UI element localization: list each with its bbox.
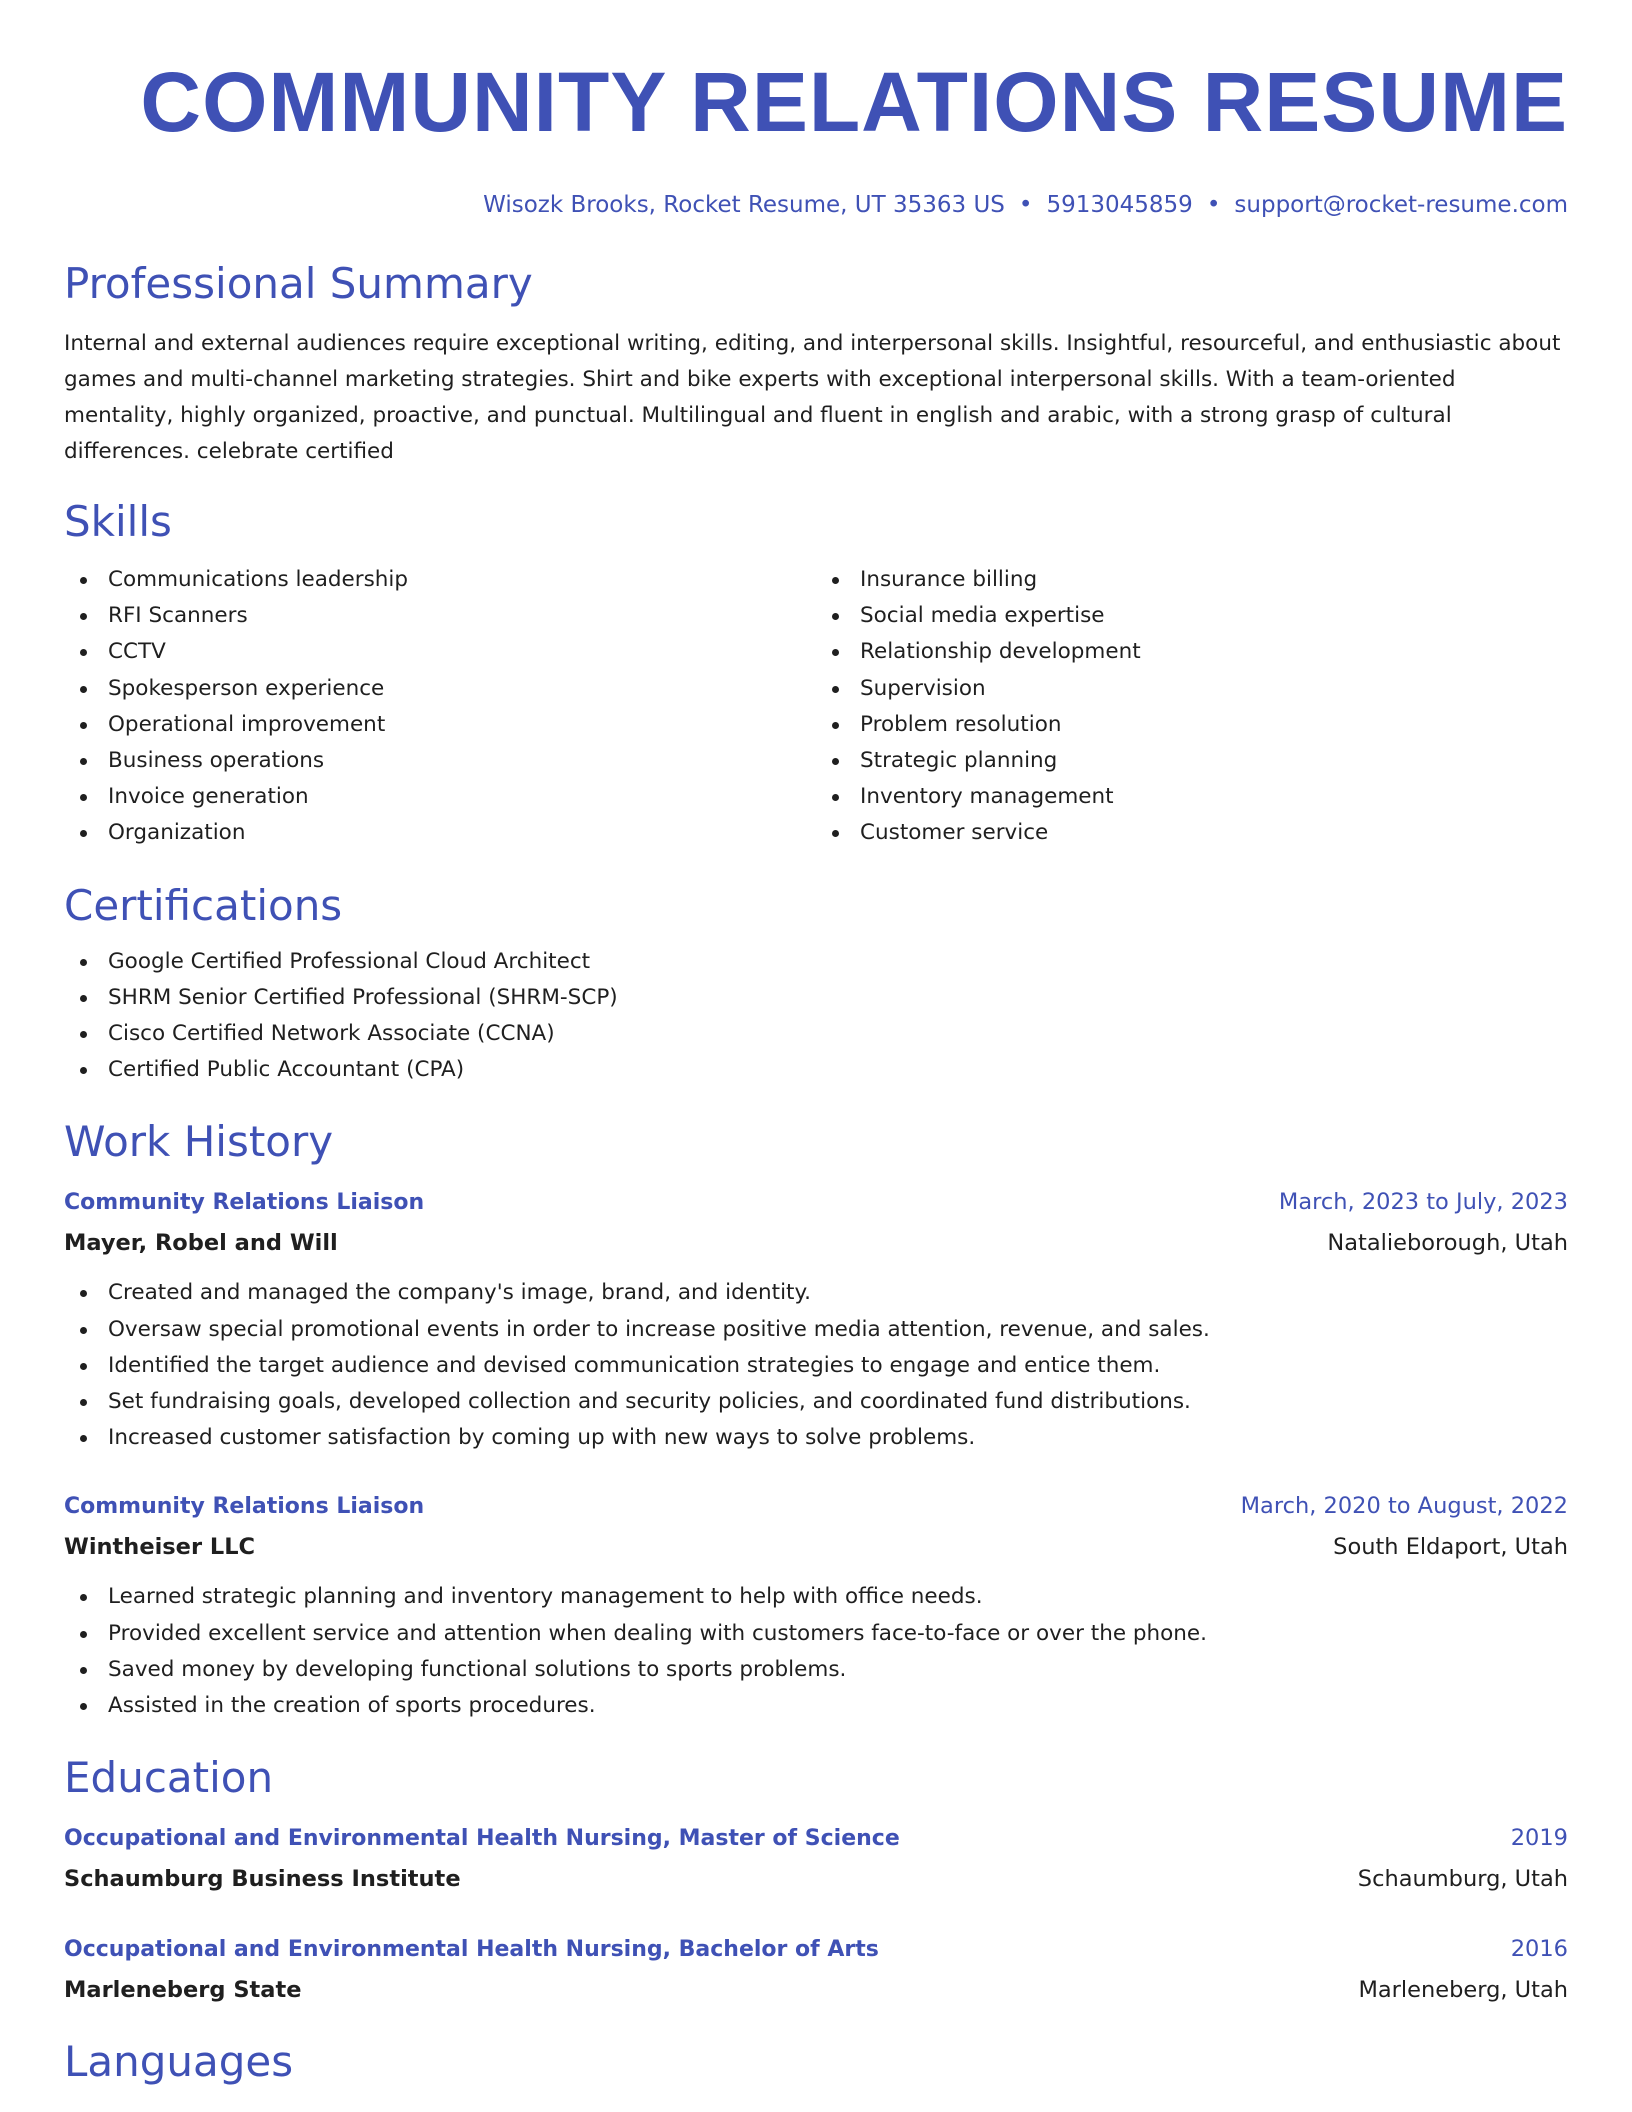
- certifications-list: [64, 944, 1568, 1089]
- languages-heading: Languages: [64, 2037, 294, 2087]
- job-entry: [64, 1486, 1568, 1724]
- skill-item: Operational improvement: [64, 707, 816, 743]
- job-title: Community Relations Liaison: [64, 1494, 425, 1520]
- skill-item: Spokesperson experience: [64, 671, 816, 707]
- job-title: Community Relations Liaison: [64, 1190, 425, 1216]
- education-school: Schaumburg Business Institute: [64, 1866, 461, 1893]
- summary-text: Internal and external audiences require exceptional writing, editing, and interpersonal skills. Insightful, resourceful, and enthusiastic about games and multi-channel marketing strategies. Shirt and bike experts with exceptional interpersonal skills. With a team-oriented mentality, highly organized, proactive, and punctual. Multilingual and fluent in english and arabic, with a strong grasp of cultural differences. celebrate certified: [64, 331, 1561, 464]
- education-degree-row: [64, 1929, 1568, 1970]
- job-company: Wintheiser LLC: [64, 1534, 256, 1561]
- skill-item: CCTV: [64, 634, 816, 670]
- job-duty-item: Saved money by developing functional solutions to sports problems.: [64, 1652, 1568, 1688]
- work-history-heading: Work History: [64, 1117, 334, 1167]
- skill-item: Relationship development: [816, 634, 1568, 670]
- education-location: Schaumburg, Utah: [1357, 1866, 1568, 1893]
- contact-line: [64, 190, 1568, 220]
- skill-item: Business operations: [64, 743, 816, 779]
- contact-separator: •: [1018, 192, 1033, 218]
- job-company: Mayer, Robel and Will: [64, 1230, 338, 1257]
- education-school-row: [64, 1970, 1568, 2010]
- education-entry: [64, 1929, 1568, 2010]
- education-entry: [64, 1818, 1568, 1899]
- job-dates: March, 2023 to July, 2023: [1278, 1189, 1568, 1216]
- skill-item: Strategic planning: [816, 743, 1568, 779]
- skill-item: Insurance billing: [816, 562, 1568, 598]
- job-duty-item: Learned strategic planning and inventory management to help with office needs.: [64, 1579, 1568, 1615]
- job-dates: March, 2020 to August, 2022: [1240, 1493, 1568, 1520]
- job-duty-item: Increased customer satisfaction by coming up with new ways to solve problems.: [64, 1420, 1568, 1456]
- skills-heading: Skills: [64, 497, 172, 546]
- education-degree: Occupational and Environmental Health Nursing, Bachelor of Arts: [64, 1937, 879, 1963]
- job-duty-item: Assisted in the creation of sports procedures.: [64, 1688, 1568, 1724]
- certification-item: SHRM Senior Certified Professional (SHRM-SCP): [64, 980, 1568, 1016]
- job-duty-item: Created and managed the company's image, brand, and identity.: [64, 1275, 1568, 1311]
- education-year: 2016: [1510, 1936, 1568, 1963]
- job-duties-list: [64, 1275, 1568, 1456]
- skill-item: Customer service: [816, 815, 1568, 851]
- skill-item: Invoice generation: [64, 779, 816, 815]
- education-heading: Education: [64, 1753, 274, 1803]
- resume-title: COMMUNITY RELATIONS RESUME: [140, 55, 1568, 149]
- skill-item: RFI Scanners: [64, 598, 816, 634]
- education-degree: Occupational and Environmental Health Nursing, Master of Science: [64, 1826, 900, 1852]
- skill-item: Problem resolution: [816, 707, 1568, 743]
- skill-item: Supervision: [816, 671, 1568, 707]
- job-duty-item: Provided excellent service and attention when dealing with customers face-to-face or over the phone.: [64, 1616, 1568, 1652]
- certifications-heading: Certifications: [64, 880, 343, 930]
- job-entry: [64, 1182, 1568, 1456]
- skills-column-left: [64, 562, 816, 852]
- job-title-row: [64, 1182, 1568, 1223]
- skill-item: Inventory management: [816, 779, 1568, 815]
- skills-list-left: [64, 562, 816, 852]
- education-degree-row: [64, 1818, 1568, 1859]
- certification-item: Google Certified Professional Cloud Architect: [64, 944, 1568, 980]
- contact-email: support@rocket-resume.com: [1234, 192, 1568, 218]
- job-duty-item: Identified the target audience and devised communication strategies to engage and entice them.: [64, 1348, 1568, 1384]
- education-school-row: [64, 1859, 1568, 1899]
- skill-item: Social media expertise: [816, 598, 1568, 634]
- job-company-row: [64, 1527, 1568, 1567]
- job-location: Natalieborough, Utah: [1327, 1230, 1568, 1257]
- skills-column-right: [816, 562, 1568, 852]
- job-title-row: [64, 1486, 1568, 1527]
- job-duty-item: Oversaw special promotional events in order to increase positive media attention, revenue, and sales.: [64, 1312, 1568, 1348]
- job-company-row: [64, 1223, 1568, 1263]
- skills-grid: [64, 562, 1568, 852]
- summary-heading: Professional Summary: [64, 259, 533, 308]
- contact-phone: 5913045859: [1046, 192, 1193, 218]
- education-school: Marleneberg State: [64, 1977, 302, 2004]
- skill-item: Communications leadership: [64, 562, 816, 598]
- certification-item: Cisco Certified Network Associate (CCNA): [64, 1016, 1568, 1052]
- job-location: South Eldaport, Utah: [1333, 1534, 1568, 1561]
- resume-page: [0, 56, 1632, 2112]
- contact-separator: •: [1206, 192, 1221, 218]
- education-location: Marleneberg, Utah: [1358, 1977, 1568, 2004]
- certification-item: Certified Public Accountant (CPA): [64, 1052, 1568, 1088]
- skills-list-right: [816, 562, 1568, 852]
- job-duties-list: [64, 1579, 1568, 1724]
- contact-address: Wisozk Brooks, Rocket Resume, UT 35363 US: [483, 192, 1005, 218]
- job-duty-item: Set fundraising goals, developed collection and security policies, and coordinated fund distributions.: [64, 1384, 1568, 1420]
- skill-item: Organization: [64, 815, 816, 851]
- education-year: 2019: [1510, 1825, 1568, 1852]
